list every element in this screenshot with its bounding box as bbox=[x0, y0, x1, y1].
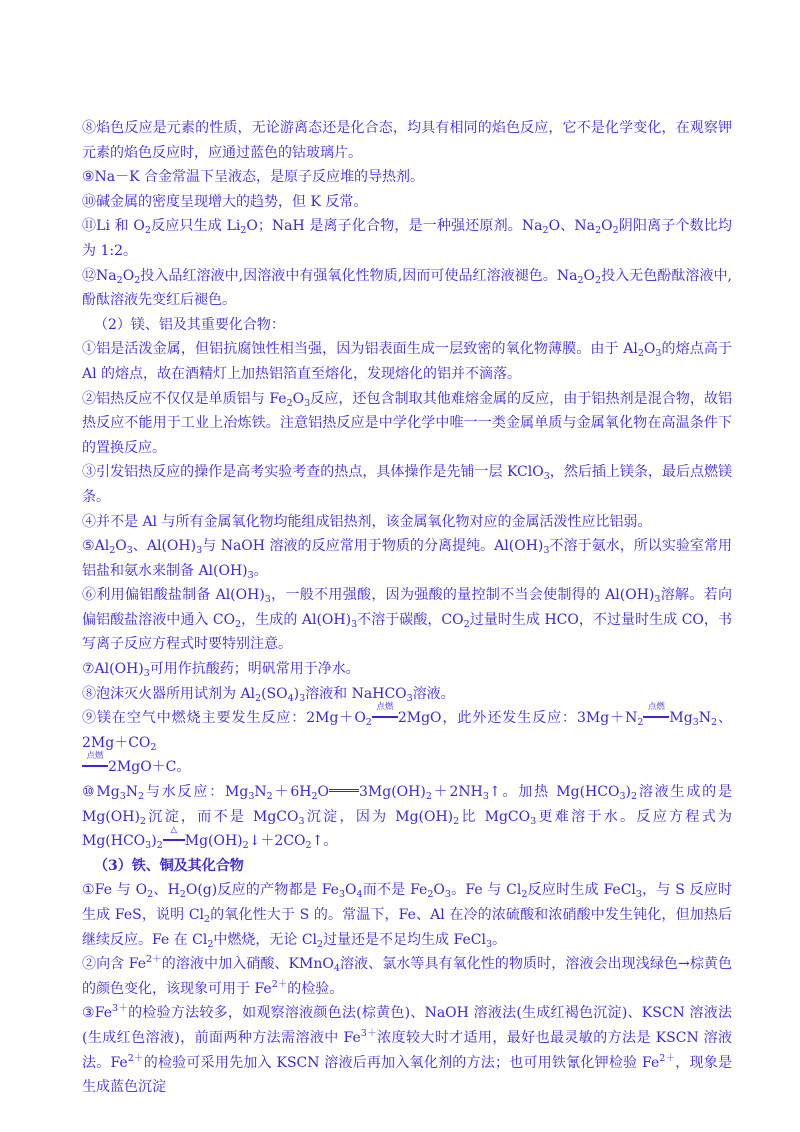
paragraph-al-separation: $⑤Al_2O_3$、$Al(OH)_3$与 NaOH 溶液的反应常用于物质的分离提纯。$Al(OH)_3$不溶于氨水，所以实验室常用铝盐和氨水来制备 $Al(OH)_3$。 bbox=[82, 538, 733, 581]
section-heading-mg-al: （2）镁、铝及其重要化合物： bbox=[94, 316, 285, 333]
paragraph-mg-combustion: ⑨镁在空气中燃烧主要发生反应：$2Mg+O_2$ 点燃 2MgO，此外还发生反应：$3Mg+N_2$ 点燃 $Mg_3N_2$、$2Mg+CO_2$ 点燃 2MgO＋C。 bbox=[82, 702, 732, 776]
paragraph-li-oxygen: ⑪Li 和 $O_2$反应只生成 $Li_2O$；NaH 是离子化合物，是一种强还原剂。$Na_2O$、$Na_2O_2$阴阳离子个数比均为 1:2。 bbox=[82, 218, 733, 259]
reaction-condition-heat: △ bbox=[163, 836, 185, 847]
paragraph-foam-extinguisher: ⑧泡沫灭火器所用试剂为 $Al_2(SO_4)_3$溶液和 NaHCO$_3$溶液。 bbox=[82, 685, 455, 704]
paragraph-na-k-alloy: ⑨Na－K 合金常温下呈液态，是原子反应堆的导热剂。 bbox=[82, 169, 425, 186]
paragraph-thermite-oxides: ④并不是 Al 与所有金属氧化物均能组成铝热剂，该金属氧化物对应的金属活泼性应比铝弱。 bbox=[82, 513, 652, 530]
paragraph-mg3n2-water: $⑩Mg_3N_2$与水反应：$Mg_3N_2+6H_2O$ $3Mg(OH)_2+2NH_3↑$。加热 $Mg(HCO_3)_2$溶液生成的是 $Mg(OH)_2$沉淀，而不是 MgCO$_3$沉淀，因为 $Mg(OH)_2$比 MgCO$_3$更难溶于水。反应方程式为 $Mg(HCO_3)_2$ △ $Mg(OH)_2↓+2CO_2↑$。 bbox=[82, 784, 733, 852]
document-page bbox=[82, 116, 732, 1100]
paragraph-na2o2: $⑫Na_2O_2$投入品红溶液中,因溶液中有强氧化性物质,因而可使品红溶液褪色。$Na_2O_2$投入无色酚酞溶液中,酚酞溶液先变红后褪色。 bbox=[82, 267, 732, 309]
reaction-condition-ignite: 点燃 bbox=[372, 713, 398, 724]
section-heading-fe-cu: （3）铁、铜及其化合物 bbox=[94, 857, 244, 874]
reaction-arrow bbox=[372, 716, 398, 718]
paragraph-flame-test: ⑧焰色反应是元素的性质，无论游离态还是化合态，均具有相同的焰色反应，它不是化学变化，在观察钾元素的焰色反应时，应通过蓝色的钴玻璃片。 bbox=[82, 120, 732, 161]
paragraph-antacid: $⑦Al(OH)_3$可用作抗酸药；明矾常用于净水。 bbox=[82, 661, 360, 680]
reaction-condition-ignite: 点燃 bbox=[643, 713, 669, 724]
reaction-arrow bbox=[82, 765, 108, 767]
paragraph-al-corrosion: ①铝是活泼金属，但铝抗腐蚀性相当强，因为铝表面生成一层致密的氧化物薄膜。由于 $Al_2O_3$的熔点高于 Al 的熔点，故在酒精灯上加热铝箔直至熔化，发现熔化的铝并不滴落。 bbox=[82, 341, 733, 382]
paragraph-fe-reactions: ①Fe 与 $O_2$、$H_2O(g)$反应的产物都是 $Fe_3O_4$而不是 $Fe_2O_3$。Fe 与 $Cl_2$反应时生成 FeCl$_3$，与 S 反应时生成 FeS，说明 $Cl_2$的氧化性大于 S 的。常温下，Fe、Al 在冷的浓硫酸和浓硝酸中发生钝化，但加热后继续反应。Fe 在 $Cl_2$中燃烧，无论 $Cl_2$过量还是不足均生成 FeCl$_3$。 bbox=[82, 882, 733, 950]
paragraph-fe3-test: $③Fe^{3+}$的检验方法较多，如观察溶液颜色法(棕黄色)、NaOH 溶液法(生成红褐色沉淀)、KSCN 溶液法(生成红色溶液)，前面两种方法需溶液中 $Fe^{3+}$浓度较大时才适用，最好也最灵敏的方法是 KSCN 溶液法。$Fe^{2+}$的检验可采用先加入 KSCN 溶液后再加入氧化剂的方法；也可用铁氰化钾检验 $Fe^{2+}$，现象是生成蓝色沉淀 bbox=[82, 1003, 733, 1096]
paragraph-fe2-test: ②向含 $Fe^{2+}$的溶液中加入硝酸、KMnO$_4$溶液、氯水等具有氧化性的物质时，溶液会出现浅绿色→棕黄色的颜色变化，该现象可用于 $Fe^{2+}$的检验。 bbox=[82, 954, 732, 997]
reaction-equals-sign bbox=[329, 787, 359, 798]
paragraph-thermite-operation: ③引发铝热反应的操作是高考实验考查的热点，具体操作是先铺一层 KClO$_3$，然后插上镁条，最后点燃镁条。 bbox=[82, 464, 733, 505]
paragraph-alkali-density: ⑩碱金属的密度呈现增大的趋势，但 K 反常。 bbox=[82, 193, 368, 210]
reaction-condition-ignite: 点燃 bbox=[82, 762, 108, 773]
paragraph-thermite: ②铝热反应不仅仅是单质铝与 $Fe_2O_3$反应，还包含制取其他难熔金属的反应，由于铝热剂是混合物，故铝热反应不能用于工业上冶炼铁。注意铝热反应是中学化学中唯一一类金属单质与金属氧化物在高温条件下的置换反应。 bbox=[82, 390, 733, 456]
paragraph-meta-aluminate: ⑥利用偏铝酸盐制备 $Al(OH)_3$，一般不用强酸，因为强酸的量控制不当会使制得的 $Al(OH)_3$溶解。若向偏铝酸盐溶液中通入 $CO_2$，生成的 $Al(OH)_3$不溶于碳酸，$CO_2$过量时生成 HCO，不过量时生成 CO，书写离子反应方程式时要特别注意。 bbox=[82, 587, 732, 653]
reaction-arrow bbox=[163, 839, 185, 841]
reaction-arrow bbox=[643, 716, 669, 718]
